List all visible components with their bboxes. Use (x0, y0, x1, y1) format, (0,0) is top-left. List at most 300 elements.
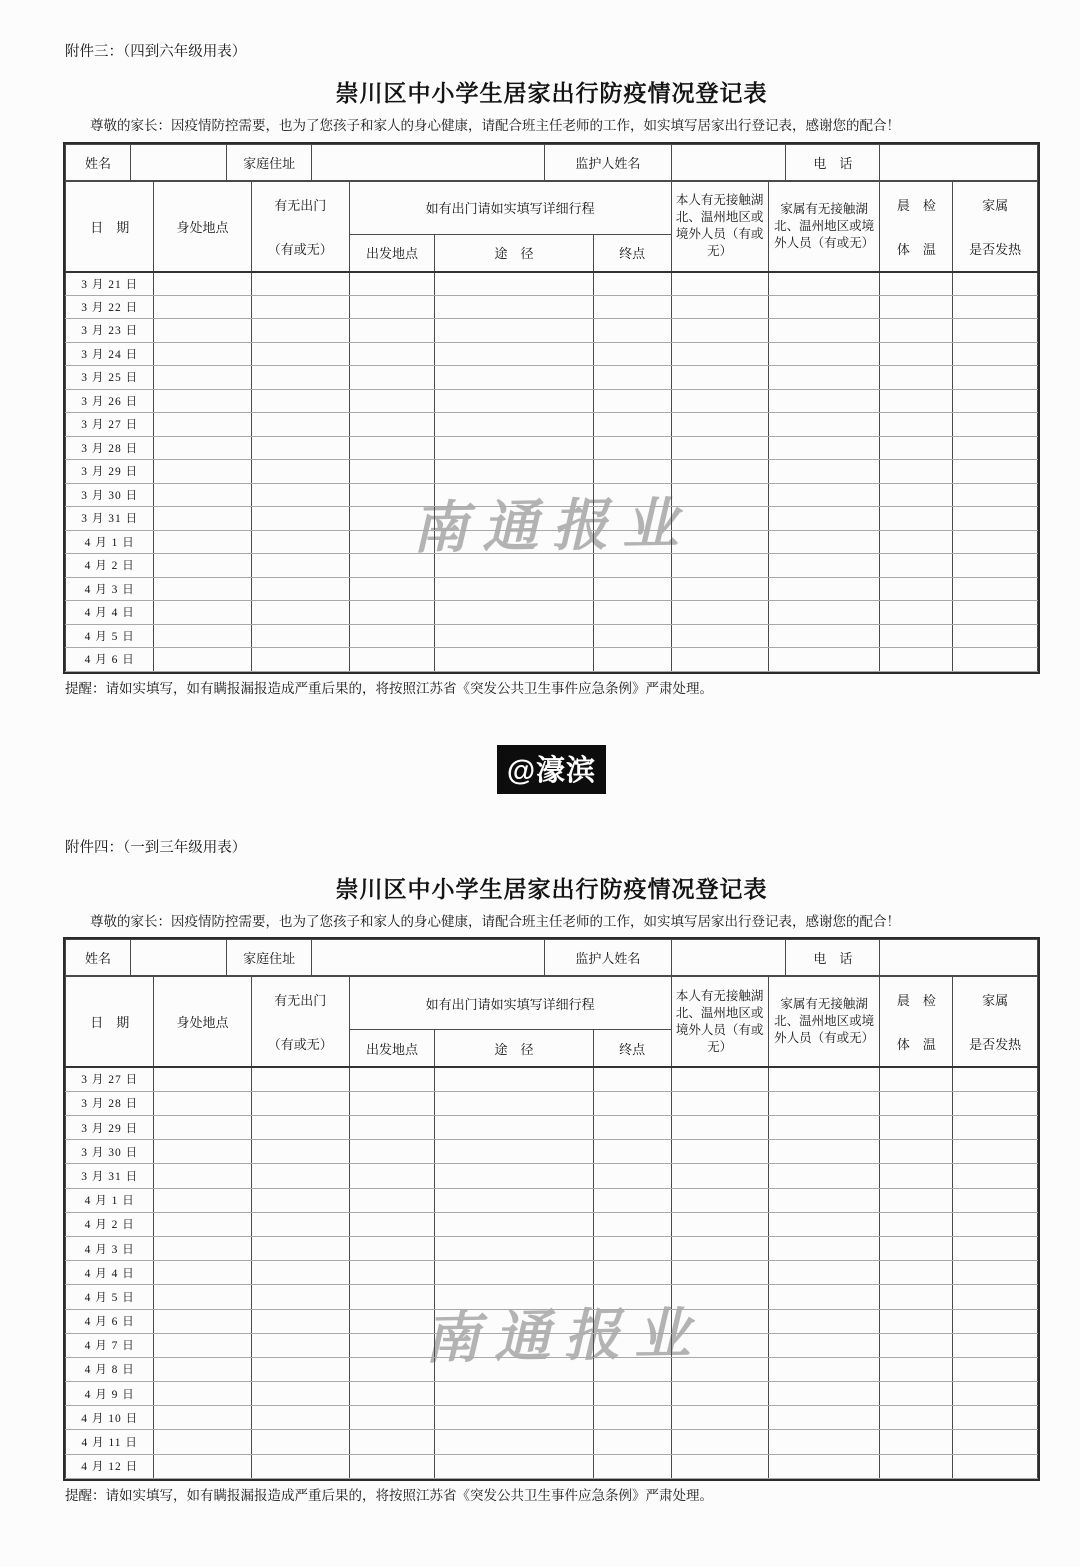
empty-entry-cell (953, 1454, 1038, 1478)
empty-entry-cell (593, 1236, 671, 1260)
date-cell: 3 月 27 日 (66, 1067, 154, 1091)
guardian-field (671, 144, 786, 180)
empty-entry-cell (768, 1261, 880, 1285)
table-row (66, 483, 1038, 507)
empty-entry-cell (251, 342, 349, 366)
table-row (66, 389, 1038, 413)
empty-entry-cell (768, 319, 880, 343)
empty-entry-cell (671, 648, 768, 672)
empty-entry-cell (880, 1091, 953, 1115)
fever-line1: 家属 (982, 993, 1009, 1009)
table-row (66, 460, 1038, 484)
empty-entry-cell (593, 1357, 671, 1381)
empty-entry-cell (154, 389, 251, 413)
empty-entry-cell (593, 1067, 671, 1091)
col-morning-temp (880, 977, 953, 1068)
empty-entry-cell (671, 1164, 768, 1188)
empty-entry-cell (154, 1140, 251, 1164)
date-cell: 3 月 31 日 (66, 1164, 154, 1188)
info-row-table (65, 144, 1038, 181)
empty-entry-cell (593, 577, 671, 601)
table-row (66, 413, 1038, 437)
empty-entry-cell (154, 1406, 251, 1430)
empty-entry-cell (349, 1333, 435, 1357)
empty-entry-cell (593, 413, 671, 437)
empty-entry-cell (154, 1067, 251, 1091)
empty-entry-cell (349, 1164, 435, 1188)
empty-entry-cell (251, 1382, 349, 1406)
empty-entry-cell (251, 1091, 349, 1115)
empty-entry-cell (593, 1309, 671, 1333)
date-cell: 4 月 8 日 (66, 1357, 154, 1381)
empty-entry-cell (435, 648, 593, 672)
empty-entry-cell (880, 319, 953, 343)
date-cell: 3 月 21 日 (66, 272, 154, 296)
col-location: 身处地点 (154, 977, 251, 1068)
registration-table (63, 142, 1040, 674)
empty-entry-cell (953, 1382, 1038, 1406)
empty-entry-cell (435, 272, 593, 296)
empty-entry-cell (671, 1285, 768, 1309)
empty-entry-cell (435, 1116, 593, 1140)
empty-entry-cell (768, 460, 880, 484)
empty-entry-cell (154, 1382, 251, 1406)
empty-entry-cell (880, 530, 953, 554)
empty-entry-cell (435, 1430, 593, 1454)
empty-entry-cell (154, 483, 251, 507)
empty-entry-cell (671, 1116, 768, 1140)
empty-entry-cell (768, 1309, 880, 1333)
empty-entry-cell (435, 1454, 593, 1478)
empty-entry-cell (251, 577, 349, 601)
empty-entry-cell (768, 1454, 880, 1478)
empty-entry-cell (251, 1333, 349, 1357)
empty-entry-cell (435, 436, 593, 460)
table-row (66, 319, 1038, 343)
empty-entry-cell (349, 530, 435, 554)
empty-entry-cell (953, 1285, 1038, 1309)
table-row (66, 436, 1038, 460)
empty-entry-cell (349, 1382, 435, 1406)
table-row (66, 1309, 1038, 1333)
form-grades-4-6 (63, 40, 1040, 697)
empty-entry-cell (671, 1212, 768, 1236)
empty-entry-cell (251, 1261, 349, 1285)
empty-entry-cell (768, 530, 880, 554)
empty-entry-cell (349, 648, 435, 672)
empty-entry-cell (593, 389, 671, 413)
date-cell: 4 月 10 日 (66, 1406, 154, 1430)
empty-entry-cell (768, 389, 880, 413)
fever-line2: 是否发热 (969, 241, 1022, 257)
empty-entry-cell (435, 1406, 593, 1430)
empty-entry-cell (435, 1091, 593, 1115)
empty-entry-cell (768, 1357, 880, 1381)
empty-entry-cell (251, 1140, 349, 1164)
intro-paragraph: 尊敬的家长：因疫情防控需要，也为了您孩子和家人的身心健康，请配合班主任老师的工作，如实填写居家出行登记表，感谢您的配合！ (90, 913, 900, 929)
empty-entry-cell (435, 1309, 593, 1333)
empty-entry-cell (593, 648, 671, 672)
date-cell: 4 月 9 日 (66, 1382, 154, 1406)
empty-entry-cell (880, 1406, 953, 1430)
empty-entry-cell (768, 295, 880, 319)
empty-entry-cell (953, 483, 1038, 507)
date-cell: 4 月 2 日 (66, 554, 154, 578)
empty-entry-cell (953, 366, 1038, 390)
empty-entry-cell (435, 342, 593, 366)
empty-entry-cell (435, 624, 593, 648)
empty-entry-cell (349, 1116, 435, 1140)
col-trip-group: 如有出门请如实填写详细行程 (349, 181, 671, 234)
empty-entry-cell (768, 601, 880, 625)
empty-entry-cell (349, 1188, 435, 1212)
empty-entry-cell (435, 389, 593, 413)
col-trip-group: 如有出门请如实填写详细行程 (349, 977, 671, 1030)
date-cell: 3 月 25 日 (66, 366, 154, 390)
phone-label: 电 话 (786, 940, 880, 976)
name-field (131, 144, 227, 180)
empty-entry-cell (671, 436, 768, 460)
empty-entry-cell (593, 1140, 671, 1164)
empty-entry-cell (154, 272, 251, 296)
empty-entry-cell (953, 436, 1038, 460)
date-cell: 3 月 31 日 (66, 507, 154, 531)
empty-entry-cell (768, 413, 880, 437)
empty-entry-cell (349, 507, 435, 531)
empty-entry-cell (953, 1188, 1038, 1212)
date-cell: 3 月 27 日 (66, 413, 154, 437)
col-family-fever (953, 181, 1038, 272)
table-row (66, 1430, 1038, 1454)
empty-entry-cell (953, 413, 1038, 437)
date-cell: 4 月 1 日 (66, 1188, 154, 1212)
col-morning-temp (880, 181, 953, 272)
empty-entry-cell (953, 1140, 1038, 1164)
table-row (66, 1261, 1038, 1285)
empty-entry-cell (154, 507, 251, 531)
empty-entry-cell (251, 272, 349, 296)
empty-entry-cell (953, 1236, 1038, 1260)
empty-entry-cell (154, 1091, 251, 1115)
empty-entry-cell (251, 1188, 349, 1212)
table-row (66, 1067, 1038, 1091)
empty-entry-cell (154, 530, 251, 554)
table-row (66, 1333, 1038, 1357)
empty-entry-cell (953, 577, 1038, 601)
empty-entry-cell (768, 1067, 880, 1091)
empty-entry-cell (251, 366, 349, 390)
empty-entry-cell (435, 1382, 593, 1406)
guardian-label: 监护人姓名 (545, 940, 671, 976)
guardian-field (671, 940, 786, 976)
col-went-out (251, 977, 349, 1068)
table-row (66, 1140, 1038, 1164)
table-row (66, 1236, 1038, 1260)
empty-entry-cell (349, 413, 435, 437)
empty-entry-cell (593, 319, 671, 343)
empty-entry-cell (435, 601, 593, 625)
date-cell: 3 月 29 日 (66, 1116, 154, 1140)
empty-entry-cell (880, 1454, 953, 1478)
empty-entry-cell (671, 1333, 768, 1357)
empty-entry-cell (349, 1357, 435, 1381)
empty-entry-cell (768, 1116, 880, 1140)
intro-paragraph: 尊敬的家长：因疫情防控需要，也为了您孩子和家人的身心健康，请配合班主任老师的工作，如实填写居家出行登记表，感谢您的配合！ (90, 118, 900, 133)
table-row (66, 295, 1038, 319)
empty-entry-cell (768, 1333, 880, 1357)
table-row (66, 342, 1038, 366)
footer-note: 提醒：请如实填写，如有瞒报漏报造成严重后果的，将按照江苏省《突发公共卫生事件应急条例》严肃处理。 (65, 680, 713, 696)
phone-label: 电 话 (786, 144, 880, 180)
empty-entry-cell (953, 530, 1038, 554)
date-cell: 4 月 7 日 (66, 1333, 154, 1357)
empty-entry-cell (154, 1454, 251, 1478)
empty-entry-cell (154, 577, 251, 601)
name-field (131, 940, 227, 976)
table-row (66, 624, 1038, 648)
empty-entry-cell (593, 483, 671, 507)
address-field (311, 940, 544, 976)
empty-entry-cell (251, 1116, 349, 1140)
empty-entry-cell (768, 272, 880, 296)
empty-entry-cell (435, 507, 593, 531)
empty-entry-cell (593, 1285, 671, 1309)
table-row (66, 272, 1038, 296)
form-grades-1-3 (63, 836, 1040, 1504)
empty-entry-cell (154, 1164, 251, 1188)
empty-entry-cell (154, 1236, 251, 1260)
table-row (66, 1285, 1038, 1309)
empty-entry-cell (880, 366, 953, 390)
empty-entry-cell (251, 1067, 349, 1091)
empty-entry-cell (768, 1091, 880, 1115)
empty-entry-cell (349, 295, 435, 319)
press-watermark: 南通报业 (423, 1300, 705, 1372)
empty-entry-cell (953, 295, 1038, 319)
col-route: 途 径 (435, 1030, 593, 1068)
empty-entry-cell (953, 389, 1038, 413)
empty-entry-cell (154, 601, 251, 625)
empty-entry-cell (593, 460, 671, 484)
empty-entry-cell (953, 1091, 1038, 1115)
empty-entry-cell (251, 460, 349, 484)
empty-entry-cell (349, 1454, 435, 1478)
empty-entry-cell (435, 577, 593, 601)
empty-entry-cell (593, 601, 671, 625)
table-row (66, 1164, 1038, 1188)
empty-entry-cell (880, 1067, 953, 1091)
registration-table (63, 937, 1040, 1481)
empty-entry-cell (349, 319, 435, 343)
temp-line1: 晨 检 (896, 197, 936, 213)
empty-entry-cell (154, 1357, 251, 1381)
empty-entry-cell (671, 1309, 768, 1333)
empty-entry-cell (953, 1309, 1038, 1333)
went-out-line1: 有无出门 (274, 197, 327, 213)
empty-entry-cell (768, 1236, 880, 1260)
empty-entry-cell (671, 530, 768, 554)
empty-entry-cell (435, 1285, 593, 1309)
empty-entry-cell (880, 389, 953, 413)
press-watermark: 南通报业 (411, 490, 693, 562)
empty-entry-cell (251, 1285, 349, 1309)
empty-entry-cell (349, 577, 435, 601)
empty-entry-cell (435, 413, 593, 437)
empty-entry-cell (435, 366, 593, 390)
empty-entry-cell (671, 342, 768, 366)
temp-line2: 体 温 (896, 1037, 936, 1053)
empty-entry-cell (349, 436, 435, 460)
empty-entry-cell (953, 648, 1038, 672)
table-row (66, 648, 1038, 672)
empty-entry-cell (671, 554, 768, 578)
empty-entry-cell (671, 577, 768, 601)
empty-entry-cell (251, 1212, 349, 1236)
empty-entry-cell (593, 1261, 671, 1285)
empty-entry-cell (154, 460, 251, 484)
empty-entry-cell (435, 1188, 593, 1212)
col-route: 途 径 (435, 234, 593, 272)
table-row (66, 1091, 1038, 1115)
guardian-label: 监护人姓名 (545, 144, 671, 180)
empty-entry-cell (671, 624, 768, 648)
empty-entry-cell (880, 1382, 953, 1406)
empty-entry-cell (880, 1285, 953, 1309)
empty-entry-cell (154, 648, 251, 672)
empty-entry-cell (349, 1430, 435, 1454)
date-cell: 3 月 28 日 (66, 436, 154, 460)
address-label: 家庭住址 (227, 144, 312, 180)
empty-entry-cell (154, 1333, 251, 1357)
empty-entry-cell (435, 1212, 593, 1236)
empty-entry-cell (251, 389, 349, 413)
empty-entry-cell (435, 483, 593, 507)
empty-entry-cell (768, 1188, 880, 1212)
empty-entry-cell (435, 1164, 593, 1188)
date-cell: 4 月 2 日 (66, 1212, 154, 1236)
attachment-label: 附件四：（一到三年级用表） (65, 839, 247, 856)
empty-entry-cell (349, 554, 435, 578)
empty-entry-cell (880, 1140, 953, 1164)
empty-entry-cell (671, 319, 768, 343)
daily-log-table (65, 181, 1038, 672)
empty-entry-cell (768, 366, 880, 390)
empty-entry-cell (768, 577, 880, 601)
empty-entry-cell (953, 1333, 1038, 1357)
empty-entry-cell (251, 601, 349, 625)
phone-field (880, 940, 1038, 976)
went-out-line2: （有或无） (267, 241, 333, 257)
empty-entry-cell (349, 1406, 435, 1430)
empty-entry-cell (880, 1188, 953, 1212)
empty-entry-cell (593, 554, 671, 578)
empty-entry-cell (953, 624, 1038, 648)
empty-entry-cell (435, 295, 593, 319)
empty-entry-cell (349, 366, 435, 390)
empty-entry-cell (880, 295, 953, 319)
col-depart: 出发地点 (349, 234, 435, 272)
empty-entry-cell (154, 295, 251, 319)
date-cell: 3 月 26 日 (66, 389, 154, 413)
empty-entry-cell (349, 389, 435, 413)
empty-entry-cell (154, 1212, 251, 1236)
empty-entry-cell (349, 1236, 435, 1260)
empty-entry-cell (593, 530, 671, 554)
empty-entry-cell (251, 507, 349, 531)
empty-entry-cell (349, 342, 435, 366)
empty-entry-cell (671, 507, 768, 531)
table-row (66, 1116, 1038, 1140)
phone-field (880, 144, 1038, 180)
empty-entry-cell (593, 624, 671, 648)
empty-entry-cell (671, 1067, 768, 1091)
col-went-out (251, 181, 349, 272)
empty-entry-cell (154, 342, 251, 366)
col-family-fever (953, 977, 1038, 1068)
empty-entry-cell (671, 272, 768, 296)
empty-entry-cell (768, 648, 880, 672)
col-date: 日 期 (66, 977, 154, 1068)
empty-entry-cell (671, 1406, 768, 1430)
empty-entry-cell (251, 1357, 349, 1381)
empty-entry-cell (154, 366, 251, 390)
empty-entry-cell (251, 483, 349, 507)
empty-entry-cell (880, 342, 953, 366)
empty-entry-cell (953, 342, 1038, 366)
daily-log-table (65, 976, 1038, 1479)
footer-note: 提醒：请如实填写，如有瞒报漏报造成严重后果的，将按照江苏省《突发公共卫生事件应急条例》严肃处理。 (65, 1487, 713, 1503)
empty-entry-cell (953, 460, 1038, 484)
empty-entry-cell (593, 1091, 671, 1115)
name-label: 姓名 (66, 144, 131, 180)
empty-entry-cell (880, 1236, 953, 1260)
empty-entry-cell (880, 624, 953, 648)
went-out-line1: 有无出门 (274, 993, 327, 1009)
empty-entry-cell (671, 1382, 768, 1406)
empty-entry-cell (953, 1357, 1038, 1381)
empty-entry-cell (593, 272, 671, 296)
empty-entry-cell (154, 413, 251, 437)
empty-entry-cell (435, 554, 593, 578)
empty-entry-cell (768, 1430, 880, 1454)
empty-entry-cell (349, 1261, 435, 1285)
empty-entry-cell (154, 624, 251, 648)
empty-entry-cell (671, 413, 768, 437)
empty-entry-cell (349, 1091, 435, 1115)
empty-entry-cell (880, 648, 953, 672)
empty-entry-cell (154, 1261, 251, 1285)
empty-entry-cell (593, 1116, 671, 1140)
form-title: 崇川区中小学生居家出行防疫情况登记表 (335, 80, 768, 106)
empty-entry-cell (880, 1261, 953, 1285)
col-self-contact: 本人有无接触湖北、温州地区或境外人员（有或无） (671, 977, 768, 1068)
empty-entry-cell (349, 1140, 435, 1164)
col-location: 身处地点 (154, 181, 251, 272)
empty-entry-cell (435, 1140, 593, 1164)
empty-entry-cell (671, 1430, 768, 1454)
table-row (66, 1382, 1038, 1406)
col-end: 终点 (593, 234, 671, 272)
empty-entry-cell (671, 1091, 768, 1115)
empty-entry-cell (880, 413, 953, 437)
empty-entry-cell (953, 1406, 1038, 1430)
empty-entry-cell (593, 1454, 671, 1478)
empty-entry-cell (251, 413, 349, 437)
empty-entry-cell (880, 272, 953, 296)
address-label: 家庭住址 (227, 940, 312, 976)
empty-entry-cell (671, 1236, 768, 1260)
col-family-contact: 家属有无接触湖北、温州地区或境外人员（有或无） (768, 977, 880, 1068)
